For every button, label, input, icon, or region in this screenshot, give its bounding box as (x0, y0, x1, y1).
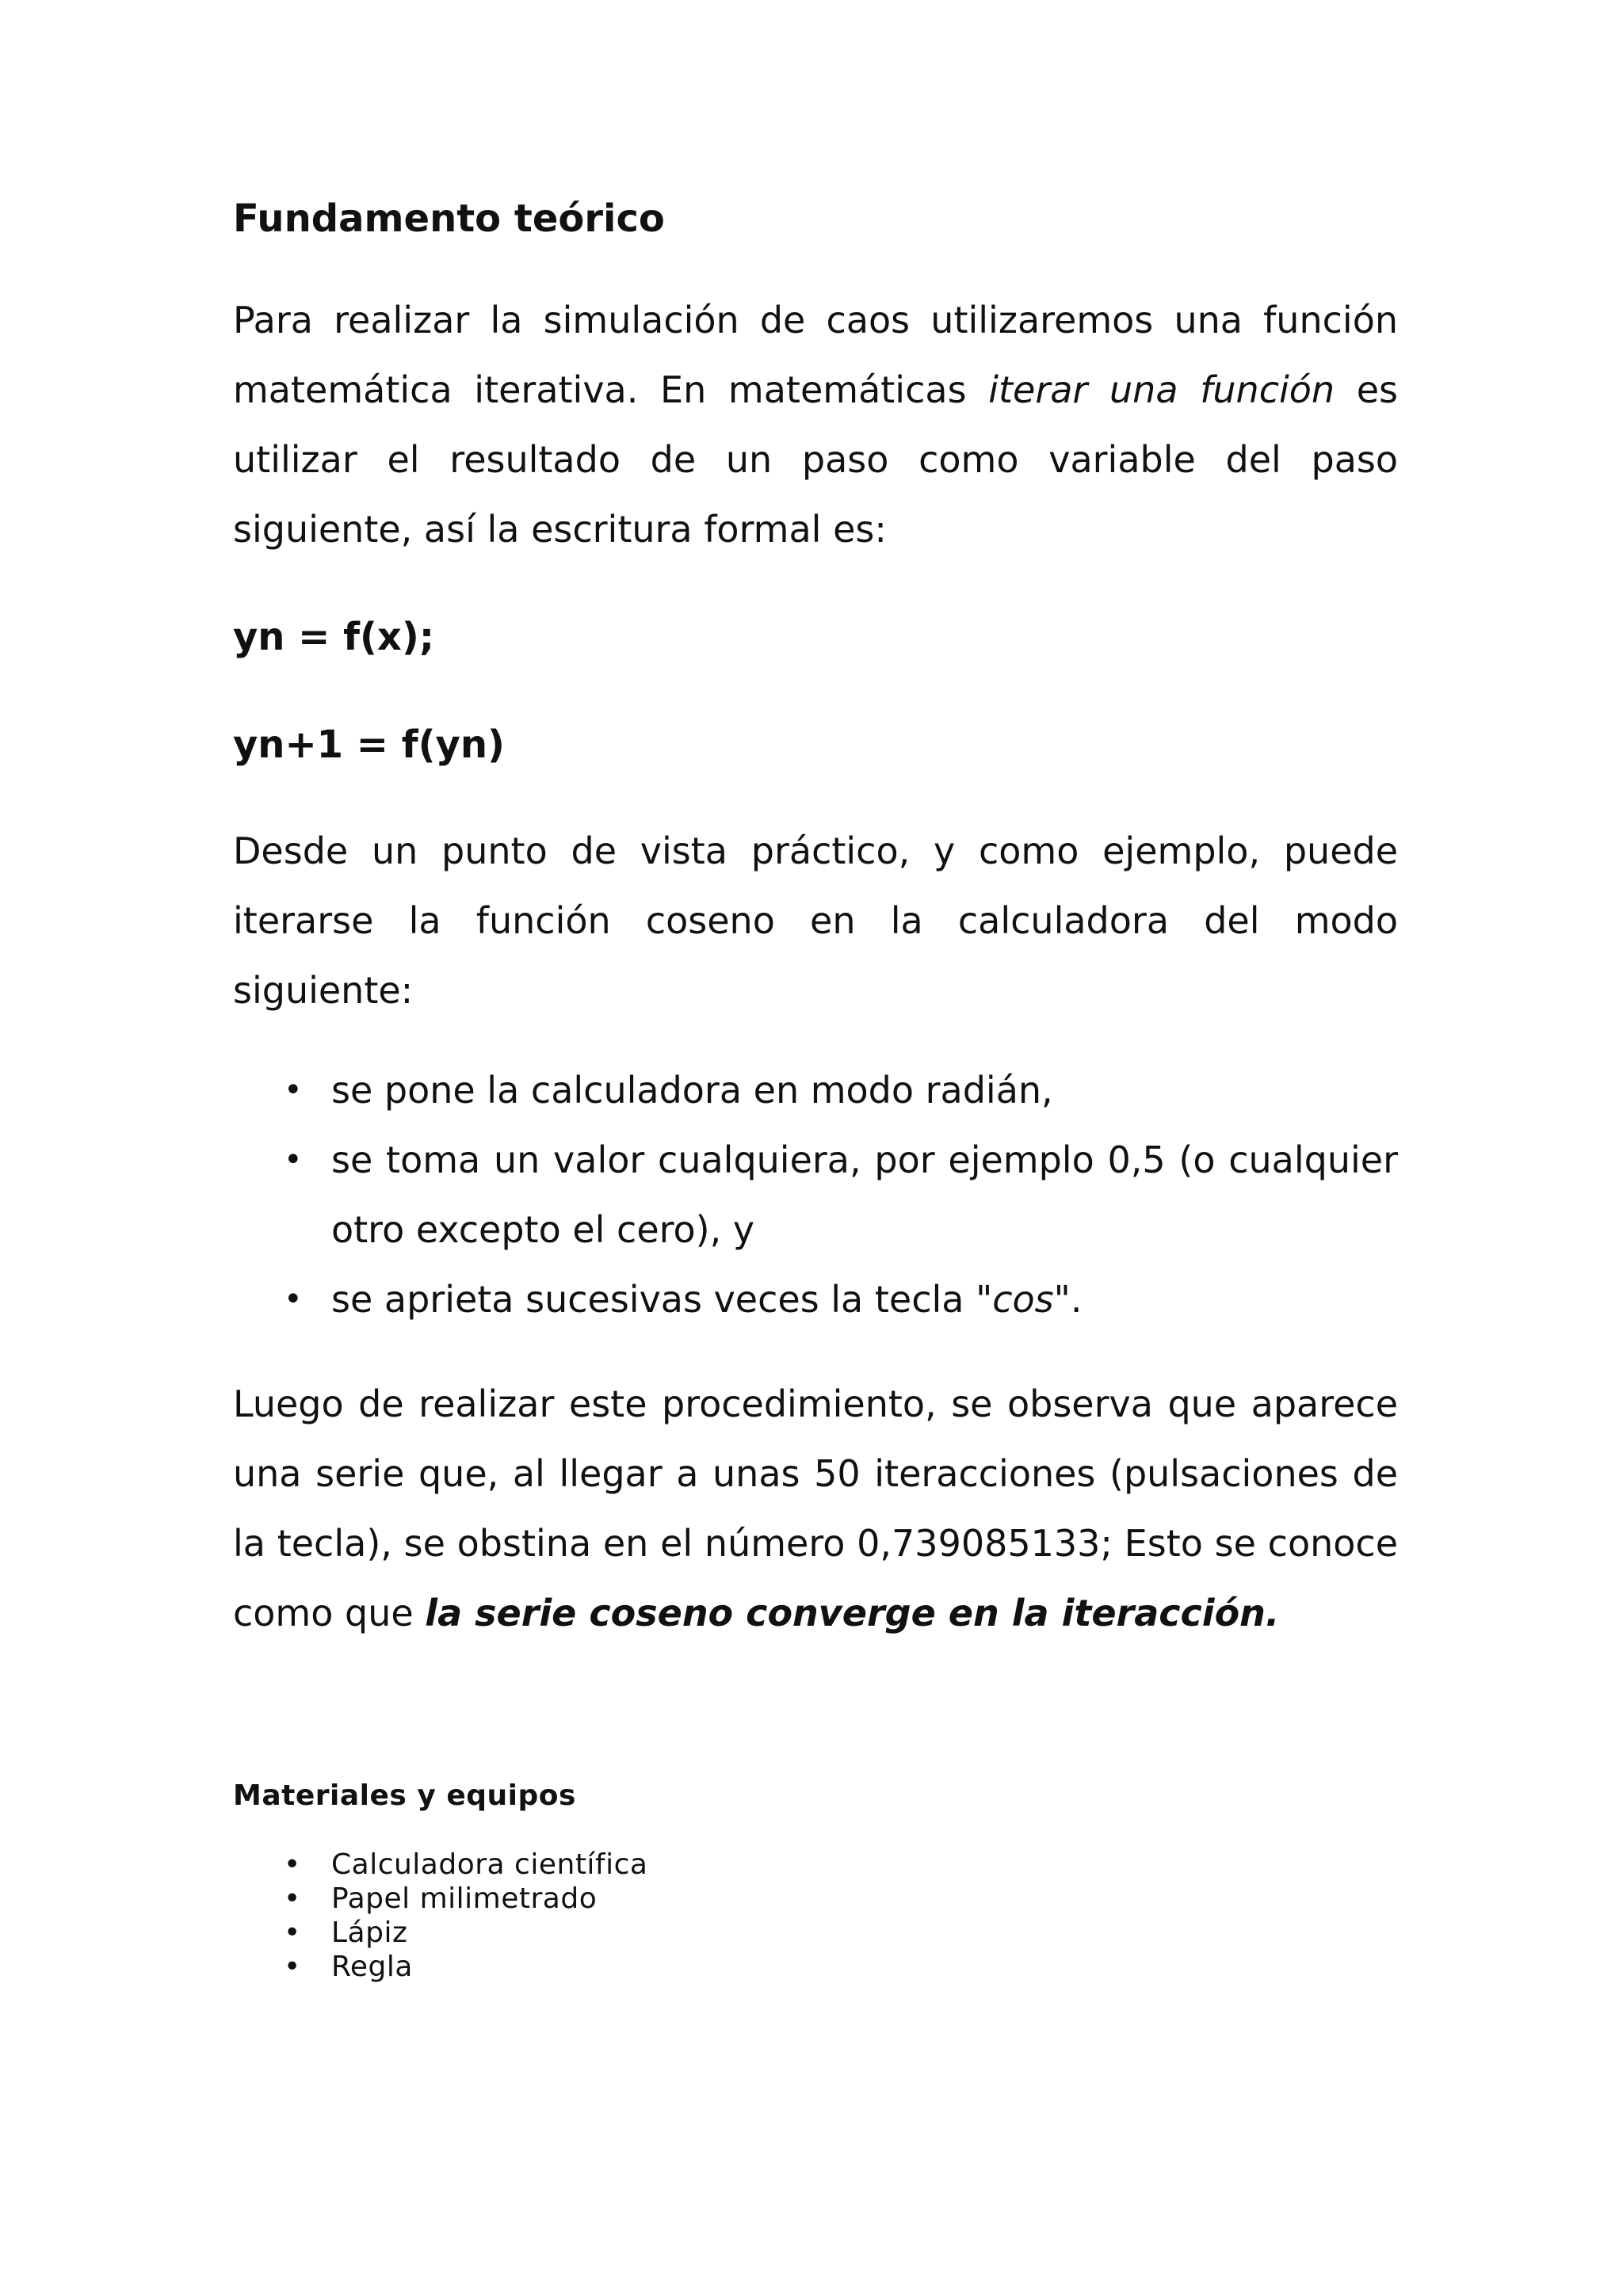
material-text: Regla (331, 1951, 413, 1983)
material-text: Lápiz (331, 1917, 408, 1949)
list-item (233, 1848, 1398, 1882)
material-text: Calculadora científica (331, 1848, 648, 1881)
cos-key-label: "cos" (976, 1278, 1071, 1321)
intro-text-end: es utilizar el resultado de un paso como variable del paso siguiente, así la escritura formal es: (233, 368, 1399, 551)
steps-list (233, 1055, 1398, 1334)
list-item (233, 1055, 1398, 1125)
material-text: Papel milimetrado (331, 1882, 598, 1915)
intro-paragraph (233, 285, 1398, 564)
bullet-icon: • (284, 1951, 301, 1983)
bullet-icon: • (284, 1142, 303, 1178)
bullet-icon: • (284, 1882, 301, 1915)
materials-list (233, 1848, 1398, 1984)
list-item (233, 1882, 1398, 1916)
intro-italic-term: iterar una función (988, 368, 1335, 411)
document-content (233, 187, 1398, 1984)
bullet-icon: • (284, 1917, 301, 1949)
list-item (233, 1125, 1398, 1264)
conclusion-emphasis: la serie coseno converge en la iteracción. (425, 1592, 1280, 1634)
bullet-icon: • (284, 1848, 301, 1881)
practical-paragraph: Desde un punto de vista práctico, y como ejemplo, puede iterarse la función coseno en la calculadora del modo siguiente: (233, 830, 1398, 1012)
step-text-end: . (1070, 1278, 1083, 1321)
conclusion-paragraph (233, 1369, 1398, 1648)
conclusion-text: Luego de realizar este procedimiento, se observa que aparece una serie que, al llegar a unas 50 iteracciones (pulsaciones de la tecla), se obstina en el número 0,739085133; Esto se conoce como que (233, 1383, 1398, 1634)
bullet-icon: • (284, 1072, 303, 1108)
section-title: Fundamento teórico (233, 196, 665, 241)
equation-1: yn = f(x); (233, 615, 435, 659)
bullet-icon: • (284, 1281, 303, 1318)
step-text: se aprieta sucesivas veces la tecla (331, 1278, 976, 1321)
step-text: se toma un valor cualquiera, por ejemplo 0,5 (o cualquier otro excepto el cero), y (331, 1138, 1398, 1251)
step-text: se pone la calculadora en modo radián, (331, 1069, 1053, 1112)
equation-2: yn+1 = f(yn) (233, 723, 505, 767)
materials-title: Materiales y equipos (233, 1779, 576, 1812)
list-item (233, 1950, 1398, 1984)
intro-text-start: Para realizar la simulación de caos utilizaremos una función matemática iterativa. En matemáticas (233, 299, 1398, 411)
list-item (233, 1264, 1398, 1334)
list-item (233, 1916, 1398, 1950)
